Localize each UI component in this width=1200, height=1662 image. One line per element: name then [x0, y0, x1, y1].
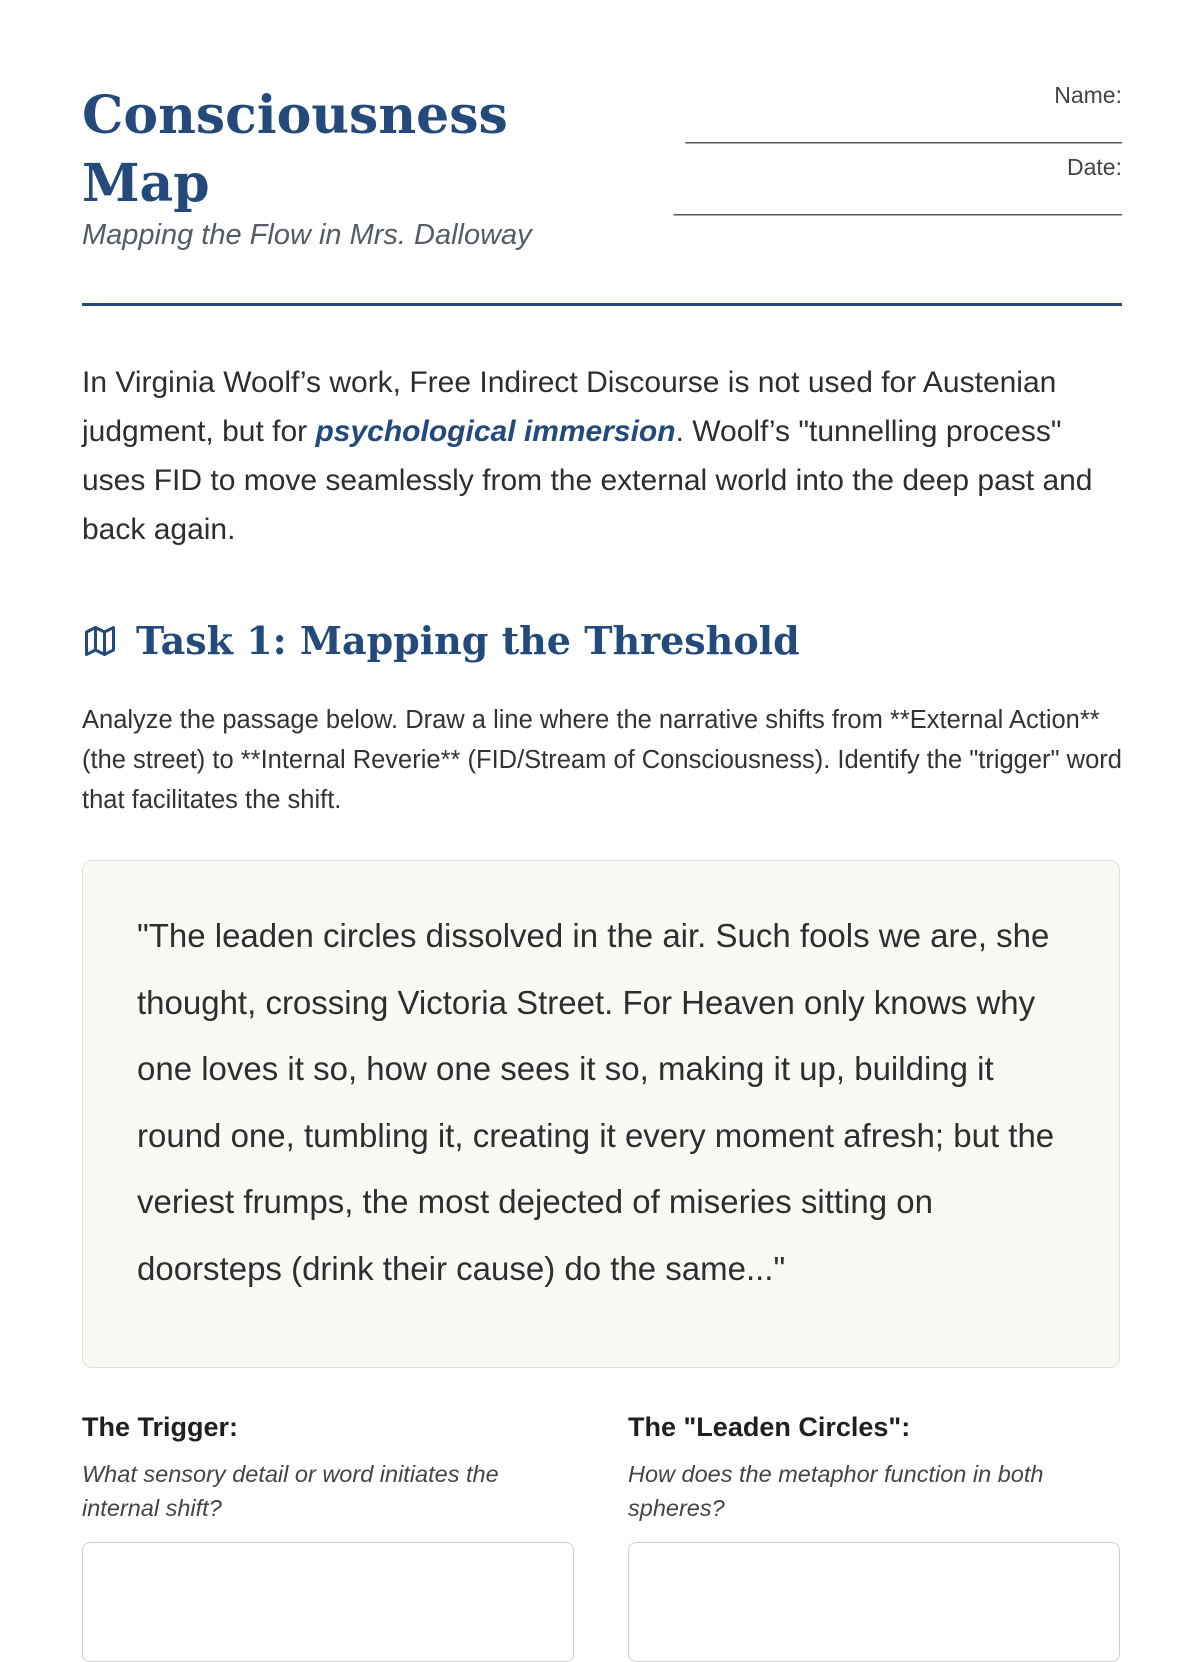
answer-trigger	[82, 1412, 574, 1525]
page-subtitle: Mapping the Flow in Mrs. Dalloway	[82, 219, 532, 251]
passage-text: "The leaden circles dissolved in the air. Such fools we are, she thought, crossing Victoria Street. For Heaven only knows why one loves it so, how one sees it so, making it up, building it round one, tumbling it, creating it every moment afresh; but the veriest frumps, the most dejected of miseries sitting on doorsteps (drink their cause) do the same..."	[137, 917, 1055, 1287]
leaden-circles-answer-box[interactable]	[628, 1542, 1120, 1662]
task-heading	[82, 618, 800, 663]
answer-leaden-circles	[628, 1412, 1120, 1525]
map-icon	[82, 623, 118, 659]
name-label: Name:	[1054, 82, 1122, 108]
answer-prompt: How does the metaphor function in both spheres?	[628, 1461, 1044, 1521]
intro-emphasis: psychological immersion	[315, 415, 676, 448]
task-instructions: Analyze the passage below. Draw a line where the narrative shifts from **External Action** (the street) to **Internal Reverie** (FID/Stream of Consciousness). Identify the "trigger" word that facilitates the shift.	[82, 706, 1122, 814]
page-title: Consciousness Map	[82, 85, 508, 214]
trigger-answer-box[interactable]	[82, 1542, 574, 1662]
passage-box	[82, 860, 1120, 1368]
worksheet-header	[82, 0, 1122, 306]
student-info	[602, 82, 1122, 226]
date-field[interactable]: ______________________________________	[673, 190, 1122, 216]
worksheet-page	[82, 0, 1122, 1521]
task-heading-text: Task 1: Mapping the Threshold	[136, 618, 800, 663]
intro-text-start: In Virginia Woolf’s work, Free Indirect Discourse is not used for Austenian judgment, but for	[82, 366, 1057, 448]
date-label: Date:	[1067, 154, 1122, 180]
answer-prompt: What sensory detail or word initiates the internal shift?	[82, 1461, 499, 1521]
intro-text-end: . Woolf’s "tunnelling process" uses FID to move seamlessly from the external world into the deep past and back again.	[82, 415, 1093, 546]
intro-paragraph	[82, 358, 1122, 554]
name-field[interactable]: _____________________________________	[685, 118, 1122, 144]
answer-label: The "Leaden Circles":	[628, 1412, 911, 1442]
answer-label: The Trigger:	[82, 1412, 239, 1442]
